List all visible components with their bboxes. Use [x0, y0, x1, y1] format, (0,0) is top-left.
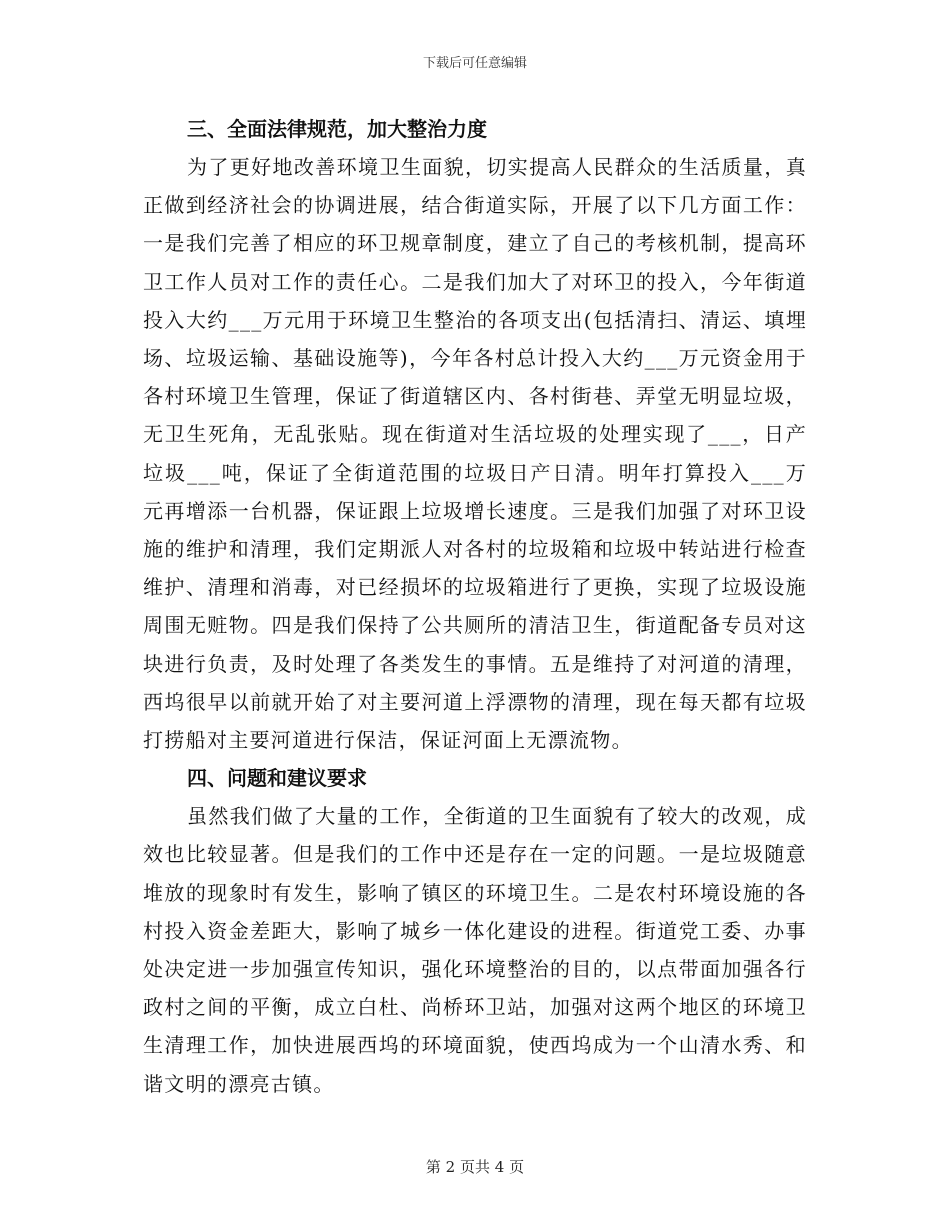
- section-paragraph-3: 为了更好地改善环境卫生面貌，切实提高人民群众的生活质量，真正做到经济社会的协调进展，结合街道实际，开展了以下几方面工作：一是我们完善了相应的环卫规章制度，建立了自己的考核机制，提高环卫工作人员对工作的责任心。二是我们加大了对环卫的投入，今年街道投入大约___万元用于环境卫生整治的各项支出(包括清扫、清运、填埋场、垃圾运输、基础设施等)，今年各村总计投入大约___万元资金用于各村环境卫生管理，保证了街道辖区内、各村街巷、弄堂无明显垃圾，无卫生死角，无乱张贴。现在街道对生活垃圾的处理实现了___，日产垃圾___吨，保证了全街道范围的垃圾日产日清。明年打算投入___万元再增添一台机器，保证跟上垃圾增长速度。三是我们加强了对环卫设施的维护和清理，我们定期派人对各村的垃圾箱和垃圾中转站进行检查维护、清理和消毒，对已经损坏的垃圾箱进行了更换，实现了垃圾设施周围无赃物。四是我们保持了公共厕所的清洁卫生，街道配备专员对这块进行负责，及时处理了各类发生的事情。五是维持了对河道的清理，西坞很早以前就开始了对主要河道上浮漂物的清理，现在每天都有垃圾打捞船对主要河道进行保洁，保证河面上无漂流物。: [143, 155, 807, 753]
- page-header: 下载后可任意编辑: [422, 56, 527, 71]
- section-paragraph-4: 虽然我们做了大量的工作，全街道的卫生面貌有了较大的改观，成效也比较显著。但是我们的工作中还是存在一定的问题。一是垃圾随意堆放的现象时有发生，影响了镇区的环境卫生。二是农村环境设施的各村投入资金差距大，影响了城乡一体化建设的进程。街道党工委、办事处决定进一步加强宣传知识，强化环境整治的目的，以点带面加强各行政村之间的平衡，成立白杜、尚桥环卫站，加强对这两个地区的环境卫生清理工作，加快进展西坞的环境面貌，使西坞成为一个山清水秀、和谐文明的漂亮古镇。: [143, 804, 807, 1096]
- document-body: [143, 110, 807, 1103]
- section-heading-3: 三、全面法律规范，加大整治力度: [187, 117, 487, 141]
- section-heading-4: 四、问题和建议要求: [187, 766, 367, 791]
- page-footer: 第 2 页共 4 页: [425, 1158, 525, 1176]
